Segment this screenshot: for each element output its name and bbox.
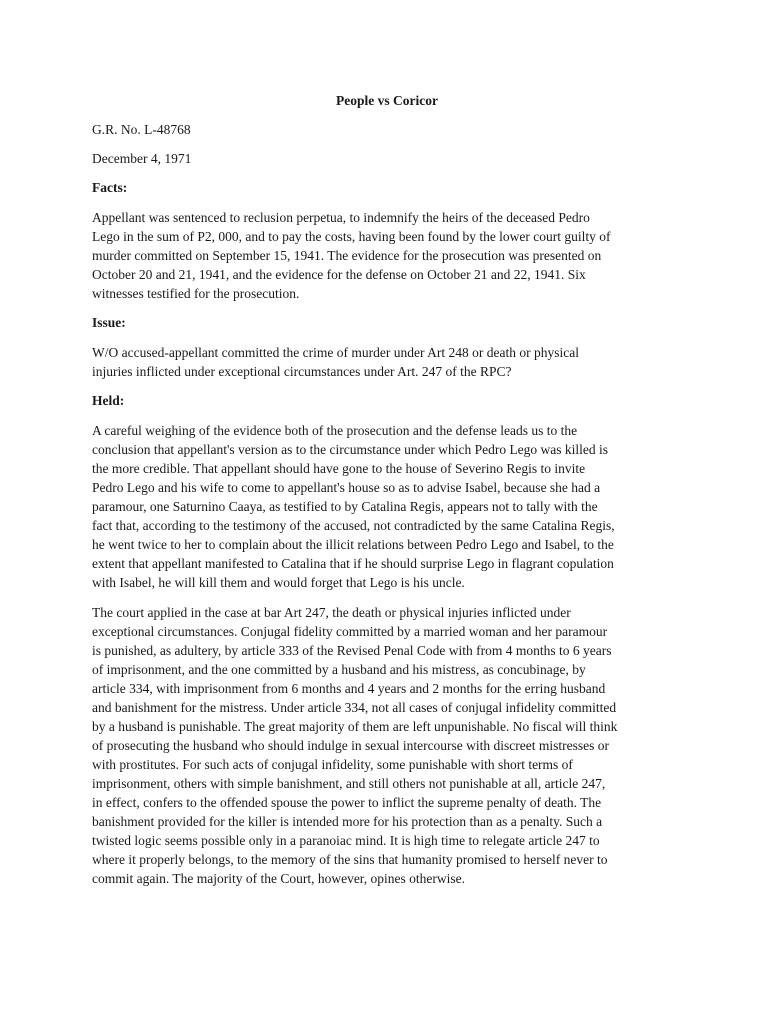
text-line: of prosecuting the husband who should indulge in sexual intercourse with discreet mistresses or [92,738,610,753]
text-line: article 334, with imprisonment from 6 months and 4 years and 2 months for the erring husband [92,681,606,696]
facts-paragraph [92,208,682,303]
issue-heading: Issue: [92,315,126,330]
held-paragraph-1 [92,421,682,592]
facts-heading: Facts: [92,180,128,195]
text-line: imprisonment, others with simple banishment, and still others not punishable at all, article 247, [92,776,606,791]
text-line: murder committed on September 15, 1941. The evidence for the prosecution was presented on [92,248,602,263]
document-page [92,92,682,899]
text-line: twisted logic seems possible only in a paranoiac mind. It is high time to relegate article 247 to [92,833,600,848]
document-title: People vs Coricor [336,93,438,108]
text-line: extent that appellant manifested to Catalina that if he should surprise Lego in flagrant copulation [92,556,614,571]
text-line: A careful weighing of the evidence both of the prosecution and the defense leads us to the [92,423,578,438]
text-line: paramour, one Saturnino Caaya, as testified to by Catalina Regis, appears not to tally with the [92,499,598,514]
text-line: commit again. The majority of the Court, however, opines otherwise. [92,871,465,886]
text-line: conclusion that appellant's version as to the circumstance under which Pedro Lego was killed is [92,442,609,457]
issue-paragraph [92,343,682,381]
text-line: The court applied in the case at bar Art 247, the death or physical injuries inflicted under [92,605,571,620]
held-heading: Held: [92,393,125,408]
text-line: witnesses testified for the prosecution. [92,286,300,301]
text-line: Appellant was sentenced to reclusion perpetua, to indemnify the heirs of the deceased Pedro [92,210,590,225]
decision-date: December 4, 1971 [92,151,192,166]
text-line: with Isabel, he will kill them and would forget that Lego is his uncle. [92,575,465,590]
text-line: exceptional circumstances. Conjugal fidelity committed by a married woman and her paramour [92,624,608,639]
text-line: in effect, confers to the offended spouse the power to inflict the supreme penalty of death. The [92,795,602,810]
text-line: Lego in the sum of P2, 000, and to pay the costs, having been found by the lower court guilty of [92,229,611,244]
text-line: Pedro Lego and his wife to come to appellant's house so as to advise Isabel, because she had a [92,480,601,495]
text-line: by a husband is punishable. The great majority of them are left unpunishable. No fiscal will think [92,719,618,734]
held-paragraph-2 [92,603,682,888]
text-line: and banishment for the mistress. Under article 334, not all cases of conjugal infidelity committed [92,700,617,715]
text-line: banishment provided for the killer is intended more for his protection than as a penalty. Such a [92,814,603,829]
text-line: fact that, according to the testimony of the accused, not contradicted by the same Catalina Regis, [92,518,615,533]
case-number: G.R. No. L-48768 [92,122,191,137]
text-line: W/O accused-appellant committed the crime of murder under Art 248 or death or physical [92,345,579,360]
text-line: where it properly belongs, to the memory of the sins that humanity promised to herself never to [92,852,608,867]
text-line: he went twice to her to complain about the illicit relations between Pedro Lego and Isabel, to the [92,537,614,552]
text-line: with prostitutes. For such acts of conjugal infidelity, some punishable with short terms of [92,757,573,772]
text-line: October 20 and 21, 1941, and the evidence for the defense on October 21 and 22, 1941. Six [92,267,586,282]
text-line: of imprisonment, and the one committed by a husband and his mistress, as concubinage, by [92,662,586,677]
text-line: is punished, as adultery, by article 333 of the Revised Penal Code with from 4 months to 6 years [92,643,612,658]
text-line: the more credible. That appellant should have gone to the house of Severino Regis to invite [92,461,586,476]
text-line: injuries inflicted under exceptional circumstances under Art. 247 of the RPC? [92,364,512,379]
